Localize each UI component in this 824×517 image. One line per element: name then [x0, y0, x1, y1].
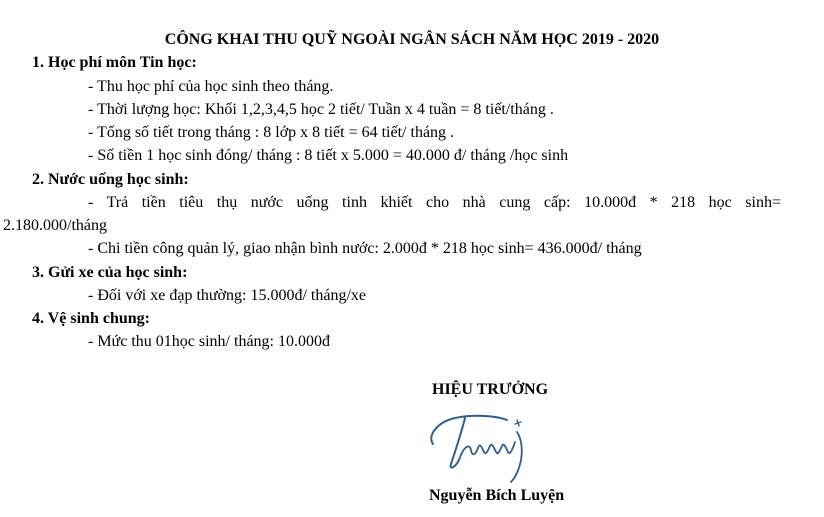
list-item: - Thu học phí của học sinh theo tháng. — [88, 78, 334, 95]
list-item: - Thời lượng học: Khối 1,2,3,4,5 học 2 tiết/ Tuần x 4 tuần = 8 tiết/tháng . — [88, 101, 554, 118]
list-item: - Đối với xe đạp thường: 15.000đ/ tháng/xe — [88, 287, 366, 304]
section-heading-cleaning: 4. Vệ sinh chung: — [32, 310, 150, 327]
list-item: - Mức thu 01học sinh/ tháng: 10.000đ — [88, 333, 330, 350]
list-item-continuation: 2.180.000/tháng — [3, 217, 107, 234]
list-item: - Số tiền 1 học sinh đóng/ tháng : 8 tiết x 5.000 = 40.000 đ/ tháng /học sinh — [88, 147, 569, 164]
section-heading-parking: 3. Gửi xe của học sinh: — [32, 264, 188, 281]
signature-title: HIỆU TRƯỞNG — [432, 381, 549, 398]
section-heading-tuition: 1. Học phí môn Tin học: — [32, 54, 197, 71]
list-item: - Trả tiền tiêu thụ nước uống tinh khiết cho nhà cung cấp: 10.000đ * 218 học sinh= — [88, 194, 781, 211]
signature-name: Nguyễn Bích Luyện — [429, 487, 565, 504]
list-item: - Tổng số tiết trong tháng : 8 lớp x 8 tiết = 64 tiết/ tháng . — [88, 124, 455, 141]
list-item: - Chi tiền công quản lý, giao nhận bình nước: 2.000đ * 218 học sinh= 436.000đ/ tháng — [88, 240, 642, 257]
signature-icon — [425, 408, 545, 488]
section-heading-water: 2. Nước uống học sinh: — [32, 171, 189, 188]
document-title: CÔNG KHAI THU QUỸ NGOÀI NGÂN SÁCH NĂM HỌC 2019 - 2020 — [164, 31, 660, 48]
